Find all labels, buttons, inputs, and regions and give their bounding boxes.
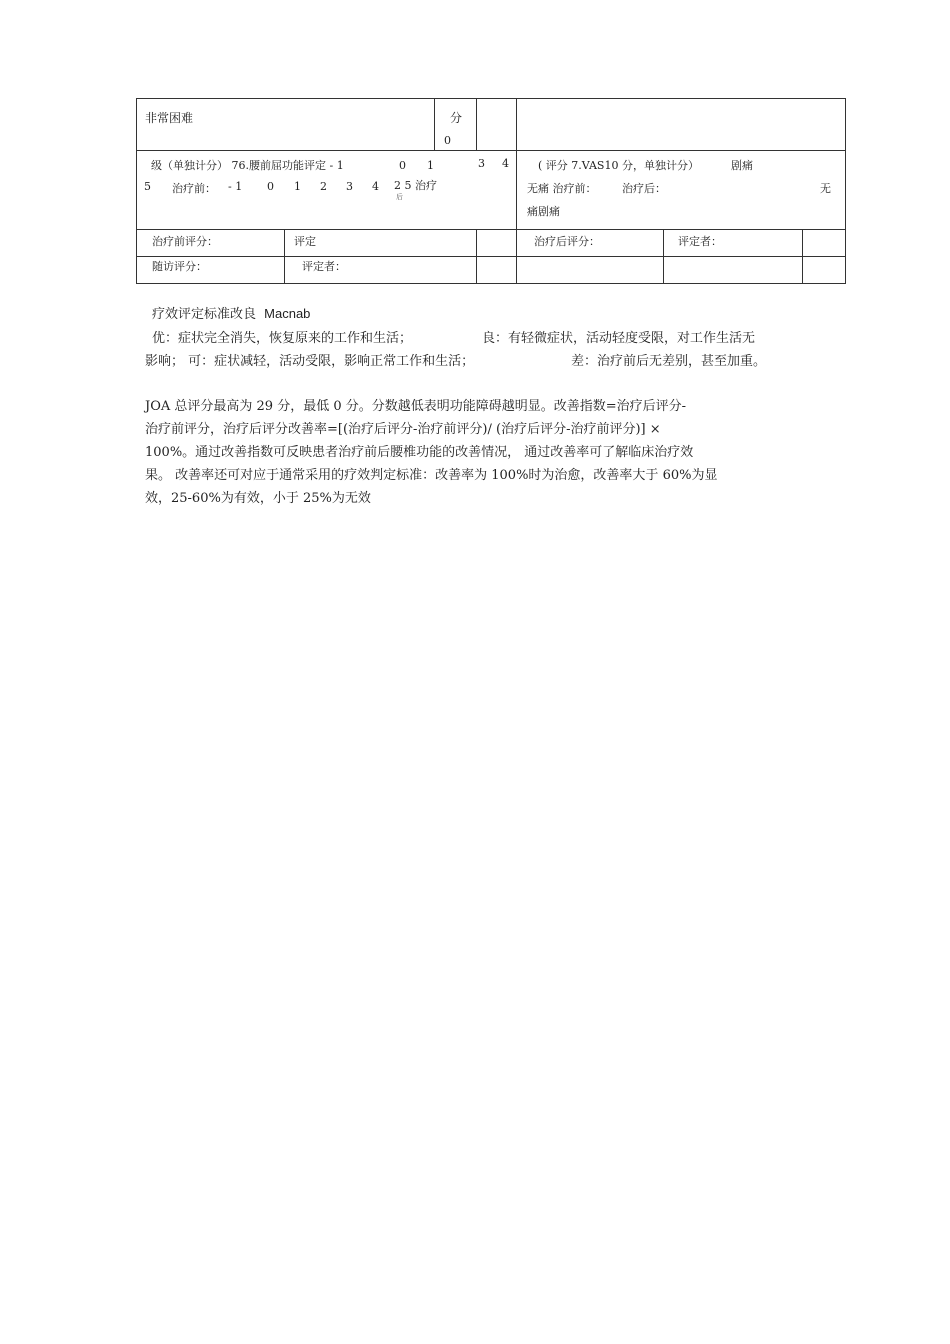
row2-left-scale-4: 4: [372, 180, 379, 193]
row2-left-line3: 后: [396, 193, 403, 201]
joa-line-3: 100%。通过改善指数可反映患者治疗前后腰椎功能的改善情况， 通过改善率可了解临床治疗效: [145, 445, 694, 460]
row2-left-scale-2: 2: [320, 180, 327, 193]
table-border-top: [136, 98, 846, 99]
row2-left-scale-0: 0: [267, 180, 274, 193]
row2-left-scale-1: 1: [294, 180, 301, 193]
table-col-lower-b: [284, 229, 285, 284]
row2-right-line3: 痛剧痛: [527, 205, 560, 218]
joa-line-2: 治疗前评分，治疗后评分改善率=[(治疗后评分-治疗前评分)/ (治疗后评分-治疗前评分)] ×: [145, 422, 661, 437]
row1-score-label: 分: [450, 111, 463, 125]
row2-right-no-pain-pre: 无痛 治疗前：: [527, 182, 597, 195]
row2-right-none: 无: [820, 182, 831, 195]
joa-line-4: 果。 改善率还可对应于通常采用的疗效判定标准：改善率为 100%时为治愈，改善率大于 60%为显: [145, 468, 718, 483]
row2-left-line2-5: 5: [144, 180, 151, 193]
table-col-lower-a: [476, 229, 477, 284]
table-rule-2: [136, 229, 846, 230]
joa-line-1: JOA 总评分最高为 29 分，最低 0 分。分数越低表明功能障碍越明显。改善指数=治疗后评分-: [145, 399, 687, 414]
row1-score-value: 0: [444, 134, 451, 147]
table-col-lower-d: [802, 229, 803, 284]
row2-left-tick-0: 0: [399, 159, 406, 172]
macnab-heading: [152, 303, 310, 322]
macnab-good-text: 良：有轻微症状，活动轻度受限，对工作生活无: [482, 331, 756, 346]
evaluate-label: 评定: [294, 235, 316, 248]
table-rule-3: [136, 256, 846, 257]
table-col-mid: [516, 98, 517, 284]
evaluator-label-upper: 评定者：: [678, 235, 722, 248]
table-col-score-right: [476, 98, 477, 150]
macnab-heading-cn: 疗效评定标准改良: [152, 307, 257, 322]
row2-right-severe-pain: 剧痛: [731, 159, 753, 172]
macnab-heading-en: Macnab: [264, 306, 311, 321]
table-col-score-left: [434, 98, 435, 150]
table-border-bottom: [136, 283, 846, 284]
followup-score-label: 随访评分：: [152, 260, 207, 273]
table-border-right: [845, 98, 846, 284]
row2-left-scale-m1: - 1: [228, 180, 243, 193]
row2-left-line1: 级（单独计分） 76.腰前屈功能评定 - 1: [151, 159, 344, 172]
row2-left-scale-3: 3: [346, 180, 353, 193]
macnab-fair-text: 影响； 可：症状减轻，活动受限，影响正常工作和生活；: [145, 354, 475, 369]
joa-line-5: 效，25-60%为有效，小于 25%为无效: [145, 491, 371, 506]
row2-right-line1: ( 评分 7.VAS10 分，单独计分）: [538, 159, 699, 172]
row2-right-post: 治疗后：: [622, 182, 666, 195]
table-border-left: [136, 98, 137, 284]
macnab-poor-text: 差：治疗前后无差别，甚至加重。: [571, 354, 767, 369]
pre-score-label: 治疗前评分：: [152, 235, 218, 248]
macnab-excellent-text: 优：症状完全消失，恢复原来的工作和生活；: [152, 331, 413, 346]
table-rule-1: [136, 150, 846, 151]
row2-left-post-treatment: 2 5 治疗: [394, 179, 437, 192]
row2-left-tick-1: 1: [427, 159, 434, 172]
row2-left-pre-treatment: 治疗前：: [172, 182, 216, 195]
table-col-lower-c: [663, 229, 664, 284]
row2-left-tick-3: 3: [478, 157, 485, 170]
post-score-label: 治疗后评分：: [534, 235, 600, 248]
evaluator-label-lower: 评定者：: [302, 260, 346, 273]
row1-label: 非常困难: [145, 111, 194, 125]
row2-left-tick-4: 4: [502, 157, 509, 170]
